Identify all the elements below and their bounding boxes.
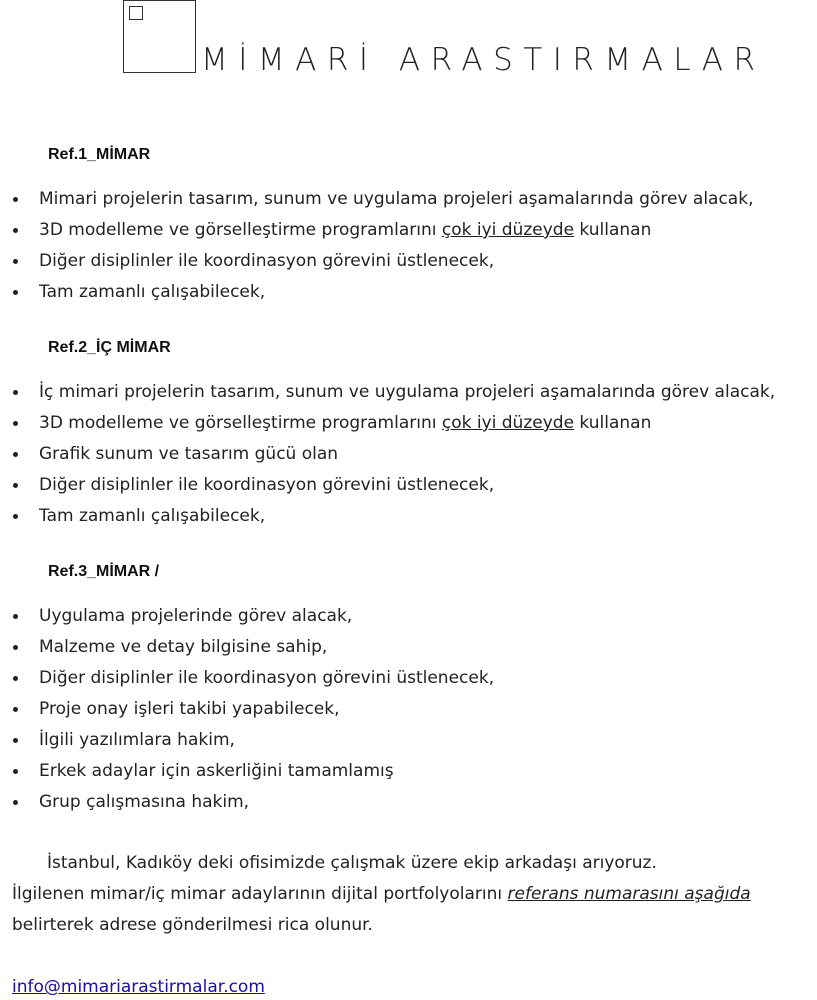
list-item: [0, 281, 753, 312]
bullet-icon: [13, 228, 18, 233]
list-item: [0, 729, 494, 760]
section-title-ref1: Ref.1_MİMAR: [48, 146, 151, 163]
bullet-icon: [13, 421, 18, 426]
list-item-underlined: çok iyi düzeyde: [441, 220, 575, 240]
list-item: [0, 250, 753, 281]
list-item-text: Diğer disiplinler ile koordinasyon görevini üstlenecek,: [39, 475, 495, 495]
list-item: [0, 219, 753, 250]
list-item: [0, 188, 753, 219]
list-item-text: Diğer disiplinler ile koordinasyon görevini üstlenecek,: [39, 251, 495, 271]
list-item-text: Grup çalışmasına hakim,: [39, 792, 250, 812]
bullet-icon: [13, 707, 18, 712]
list-item-text: Erkek adaylar için askerliğini tamamlamış: [39, 761, 394, 781]
logo-small-square: [129, 6, 143, 20]
bullet-icon: [13, 259, 18, 264]
list-item: [0, 698, 494, 729]
bullet-icon: [13, 390, 18, 395]
section-list-ref3: [0, 605, 494, 822]
bullet-icon: [13, 452, 18, 457]
logo: [0, 0, 817, 80]
list-item-text: Grafik sunum ve tasarım gücü olan: [39, 444, 339, 464]
email-link[interactable]: info@mimariarastirmalar.com: [12, 977, 265, 997]
list-item-text: Proje onay işleri takibi yapabilecek,: [39, 699, 340, 719]
closing-line-3: belirterek adrese gönderilmesi rica olunur.: [12, 915, 373, 935]
section-list-ref1: [0, 188, 753, 312]
list-item-text: Tam zamanlı çalışabilecek,: [39, 506, 266, 526]
bullet-icon: [13, 738, 18, 743]
list-item: [0, 760, 494, 791]
bullet-icon: [13, 645, 18, 650]
list-item-text: 3D modelleme ve görselleştirme programlarını: [39, 413, 442, 433]
list-item-text: Mimari projelerin tasarım, sunum ve uygulama projeleri aşamalarında görev alacak,: [39, 189, 754, 209]
section-title-ref2: Ref.2_İÇ MİMAR: [48, 339, 171, 356]
list-item: [0, 791, 494, 822]
list-item: [0, 381, 775, 412]
list-item-text: İç mimari projelerin tasarım, sunum ve uygulama projeleri aşamalarında görev alacak,: [39, 382, 776, 402]
list-item-text: Diğer disiplinler ile koordinasyon görevini üstlenecek,: [39, 668, 495, 688]
bullet-icon: [13, 614, 18, 619]
list-item: [0, 636, 494, 667]
bullet-icon: [13, 676, 18, 681]
list-item-text-end: kullanan: [574, 220, 652, 240]
bullet-icon: [13, 514, 18, 519]
list-item-text: Malzeme ve detay bilgisine sahip,: [39, 637, 328, 657]
bullet-icon: [13, 197, 18, 202]
bullet-icon: [13, 483, 18, 488]
logo-text: MİMARİ ARASTIRMALAR: [201, 42, 766, 78]
list-item-text: 3D modelleme ve görselleştirme programlarını: [39, 220, 442, 240]
list-item-text-end: kullanan: [574, 413, 652, 433]
list-item: [0, 667, 494, 698]
bullet-icon: [13, 800, 18, 805]
closing-line-2-emphasis: referans numarasını aşağıda: [507, 884, 751, 904]
list-item: [0, 605, 494, 636]
bullet-icon: [13, 290, 18, 295]
section-title-ref3: Ref.3_MİMAR /: [48, 563, 160, 580]
list-item: [0, 474, 775, 505]
list-item-text: Tam zamanlı çalışabilecek,: [39, 282, 266, 302]
list-item-text: Uygulama projelerinde görev alacak,: [39, 606, 353, 626]
section-list-ref2: [0, 381, 775, 536]
list-item: [0, 443, 775, 474]
list-item-text: İlgili yazılımlara hakim,: [39, 730, 235, 750]
bullet-icon: [13, 769, 18, 774]
list-item: [0, 505, 775, 536]
list-item: [0, 412, 775, 443]
list-item-underlined: çok iyi düzeyde: [441, 413, 575, 433]
closing-line-2-text: İlgilenen mimar/iç mimar adaylarının dijital portfolyolarını: [12, 884, 508, 904]
closing-line-1: İstanbul, Kadıköy deki ofisimizde çalışmak üzere ekip arkadaşı arıyoruz.: [47, 853, 657, 873]
closing-line-2: [12, 883, 751, 905]
